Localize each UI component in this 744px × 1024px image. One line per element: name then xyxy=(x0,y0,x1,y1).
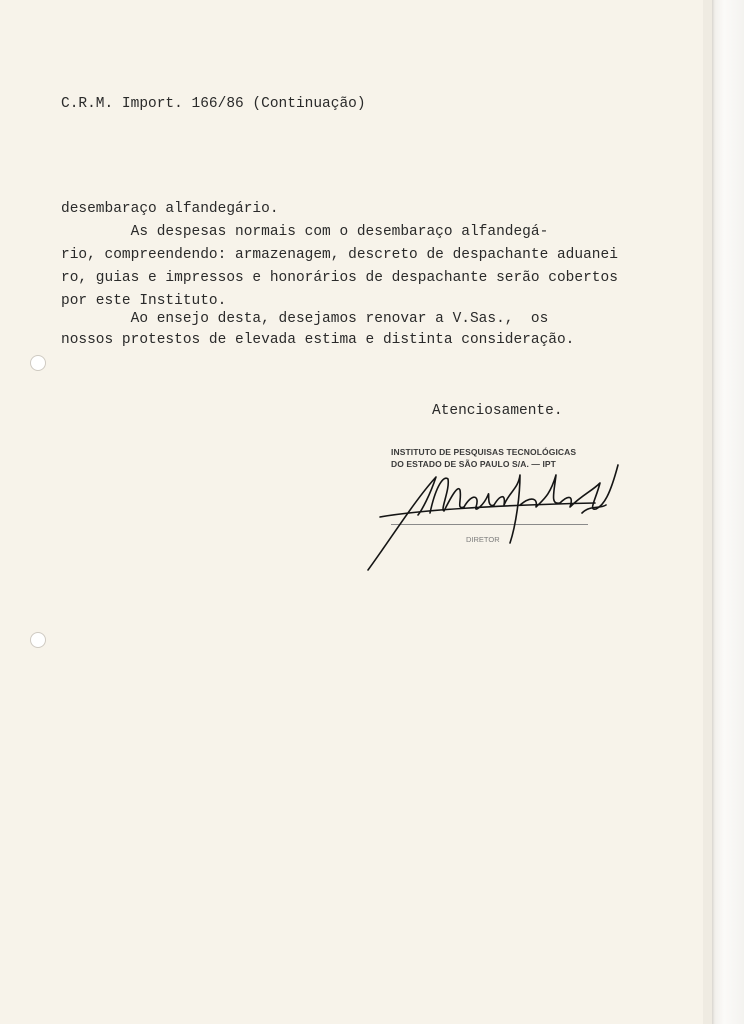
page-edge-shadow xyxy=(712,0,744,1024)
closing: Atenciosamente. xyxy=(432,403,563,419)
body-line-2: As despesas normais com o desembaraço alfandegá- xyxy=(61,224,549,240)
punch-hole-top xyxy=(30,355,46,371)
body-line-3: rio, compreendendo: armazenagem, descreto de despachante aduanei xyxy=(61,247,618,263)
stamp-line-1: INSTITUTO DE PESQUISAS TECNOLÓGICAS xyxy=(391,447,577,457)
body-line-1: desembaraço alfandegário. xyxy=(61,201,279,217)
signature-image xyxy=(360,455,630,580)
body-line-4: ro, guias e impressos e honorários de despachante serão cobertos xyxy=(61,270,618,286)
stamp-title: DIRETOR xyxy=(466,535,500,544)
body-line-7: nossos protestos de elevada estima e distinta consideração. xyxy=(61,332,575,348)
letter-header: C.R.M. Import. 166/86 (Continuação) xyxy=(61,96,366,112)
punch-hole-bottom xyxy=(30,632,46,648)
body-line-6: Ao ensejo desta, desejamos renovar a V.Sas., os xyxy=(61,311,549,327)
paper-underlayer xyxy=(703,0,712,1024)
body-line-5: por este Instituto. xyxy=(61,293,227,309)
stamp-line-2: DO ESTADO DE SÃO PAULO S/A. — IPT xyxy=(391,459,556,469)
